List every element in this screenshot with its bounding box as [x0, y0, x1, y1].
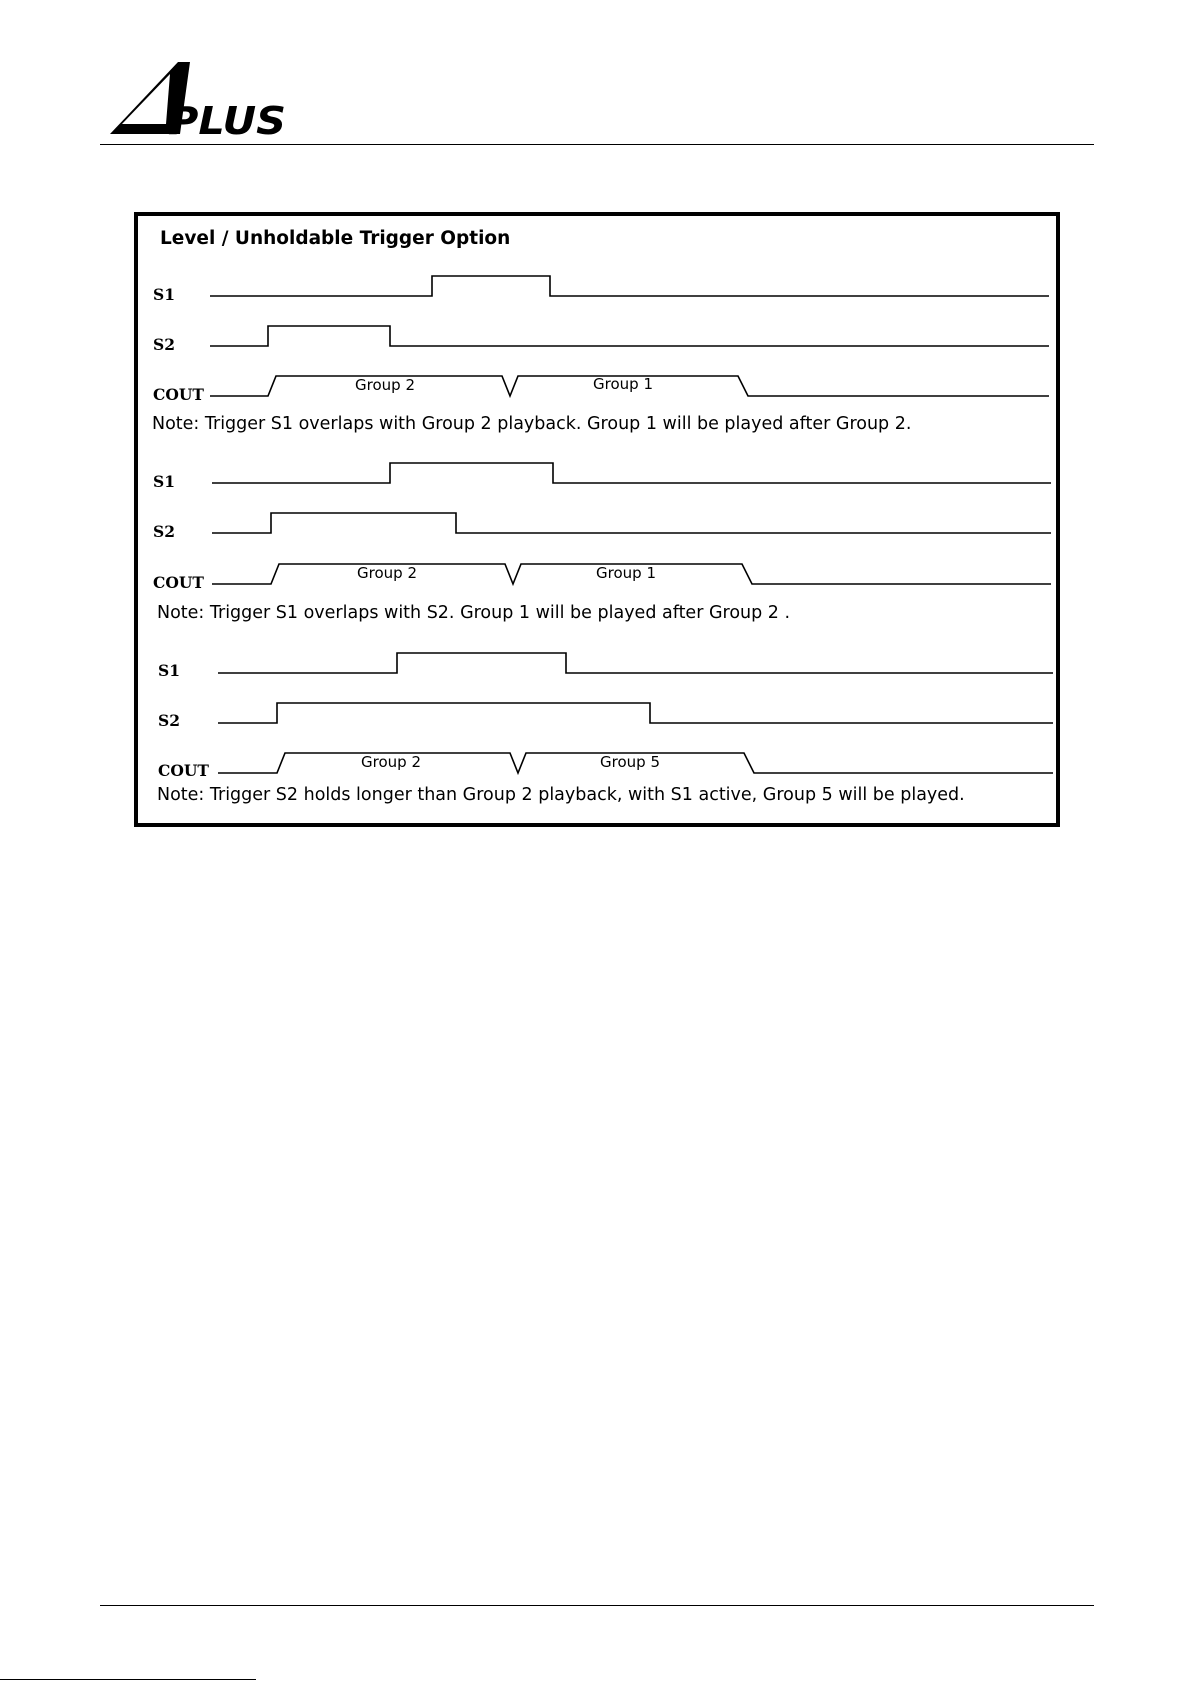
s2-waveform [218, 703, 1053, 723]
s1-waveform [210, 276, 1049, 296]
footer-rule [100, 1605, 1094, 1606]
s1-waveform [218, 653, 1053, 673]
group-label: Group 1 [593, 375, 653, 393]
signal-label-s2: S2 [153, 522, 175, 541]
signal-label-cout: COUT [153, 573, 204, 592]
signal-label-s2: S2 [158, 711, 180, 730]
note-text: Note: Trigger S1 overlaps with S2. Group 1 will be played after Group 2 . [157, 603, 791, 623]
svg-text:PLUS: PLUS [168, 99, 286, 138]
timing-diagram [134, 212, 1060, 827]
group-label: Group 2 [355, 376, 415, 394]
group-label: Group 2 [361, 753, 421, 771]
header-rule [100, 144, 1094, 145]
s1-waveform [212, 463, 1051, 483]
signal-label-cout: COUT [153, 385, 204, 404]
page-edge-rule [0, 1679, 256, 1680]
note-text: Note: Trigger S1 overlaps with Group 2 playback. Group 1 will be played after Group 2. [152, 414, 912, 434]
waveforms [138, 216, 1056, 823]
group-label: Group 2 [357, 564, 417, 582]
signal-label-s1: S1 [153, 285, 175, 304]
diagram-title: Level / Unholdable Trigger Option [160, 228, 511, 249]
group-label: Group 5 [600, 753, 660, 771]
group-label: Group 1 [596, 564, 656, 582]
company-logo [108, 58, 293, 138]
signal-label-cout: COUT [158, 761, 209, 780]
s2-waveform [212, 513, 1051, 533]
signal-label-s1: S1 [153, 472, 175, 491]
s2-waveform [210, 326, 1049, 346]
signal-label-s1: S1 [158, 661, 180, 680]
signal-label-s2: S2 [153, 335, 175, 354]
note-text: Note: Trigger S2 holds longer than Group 2 playback, with S1 active, Group 5 will be played. [157, 785, 965, 805]
